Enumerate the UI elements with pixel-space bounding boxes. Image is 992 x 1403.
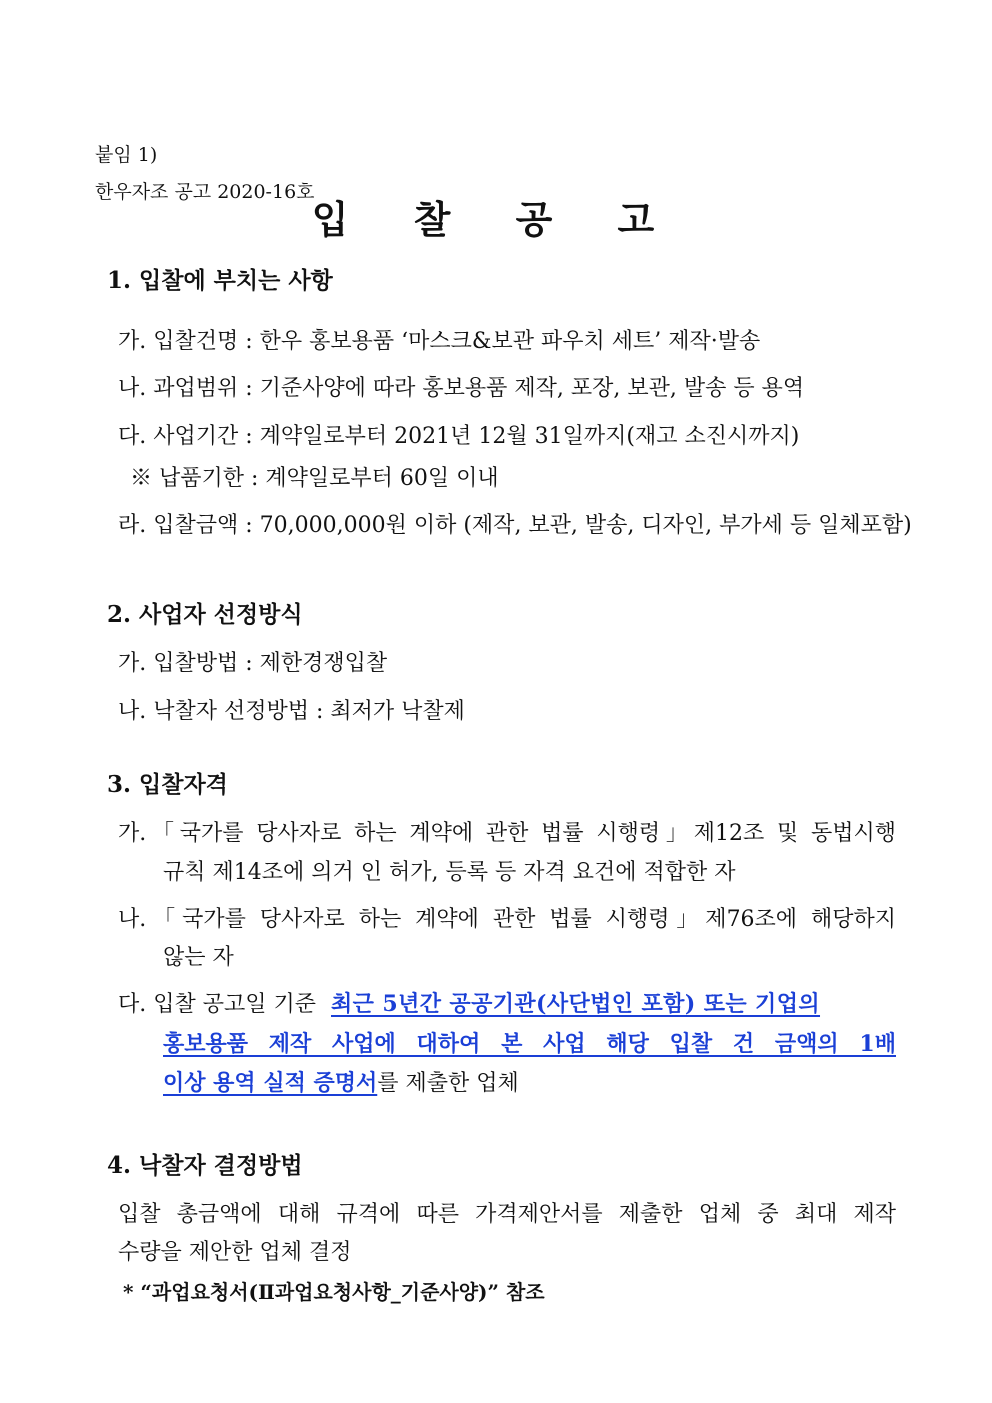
section-1-item-c: 다. 사업기간 : 계약일로부터 2021년 12월 31일까지(재고 소진시까지) xyxy=(118,424,800,449)
section-3-item-c-highlight-3: 이상 용역 실적 증명서 xyxy=(163,1070,378,1096)
page-title: 입 찰 공 고 xyxy=(311,198,681,242)
section-3-item-b-line-1: 나.「국가를 당사자로 하는 계약에 관한 법률 시행령」제76조에 해당하지 xyxy=(118,907,896,932)
section-4-body-line-1: 입찰 총금액에 대해 규격에 따른 가격제안서를 제출한 업체 중 최대 제작 xyxy=(118,1202,896,1227)
section-3-item-c-line-1 xyxy=(118,989,820,1020)
section-1-heading: 1. 입찰에 부치는 사항 xyxy=(107,267,333,294)
section-2-item-a: 가. 입찰방법 : 제한경쟁입찰 xyxy=(118,651,388,676)
section-3-item-c-suffix: 를 제출한 업체 xyxy=(377,1071,519,1096)
attachment-label: 붙임 1) xyxy=(95,144,158,166)
section-3-item-c-prefix: 다. 입찰 공고일 기준 xyxy=(118,992,316,1017)
section-3-item-a-line-2: 규칙 제14조에 의거 인 허가, 등록 등 자격 요건에 적합한 자 xyxy=(163,860,736,885)
section-3-item-c-highlight-1: 최근 5년간 공공기관(사단법인 포함) 또는 기업의 xyxy=(331,991,821,1017)
section-4-reference-note: * “과업요청서(Ⅱ과업요청사항_기준사양)” 참조 xyxy=(123,1280,545,1304)
section-3-item-c-line-2 xyxy=(163,1029,896,1060)
section-3-item-c-highlight-2: 홍보용품 제작 사업에 대하여 본 사업 해당 입찰 건 금액의 1배 xyxy=(163,1031,896,1057)
section-1-item-d: 라. 입찰금액 : 70,000,000원 이하 (제작, 보관, 발송, 디자인, 부가세 등 일체포함) xyxy=(118,513,912,538)
section-4-body-line-2: 수량을 제안한 업체 결정 xyxy=(118,1240,352,1265)
notice-number: 한우자조 공고 2020-16호 xyxy=(95,181,315,203)
section-3-heading: 3. 입찰자격 xyxy=(107,771,228,798)
section-3-item-c-line-3 xyxy=(163,1068,519,1099)
section-1-delivery-note: ※ 납품기한 : 계약일로부터 60일 이내 xyxy=(130,466,499,491)
section-2-heading: 2. 사업자 선정방식 xyxy=(107,601,303,628)
section-2-item-b: 나. 낙찰자 선정방법 : 최저가 낙찰제 xyxy=(118,699,465,724)
section-1-item-a: 가. 입찰건명 : 한우 홍보용품 ‘마스크&보관 파우치 세트’ 제작·발송 xyxy=(118,329,761,354)
section-4-heading: 4. 낙찰자 결정방법 xyxy=(107,1152,303,1179)
section-3-item-b-line-2: 않는 자 xyxy=(163,945,234,970)
section-1-item-b: 나. 과업범위 : 기준사양에 따라 홍보용품 제작, 포장, 보관, 발송 등 용역 xyxy=(118,376,805,401)
section-3-item-a-line-1: 가.「국가를 당사자로 하는 계약에 관한 법률 시행령」제12조 및 동법시행 xyxy=(118,821,896,846)
